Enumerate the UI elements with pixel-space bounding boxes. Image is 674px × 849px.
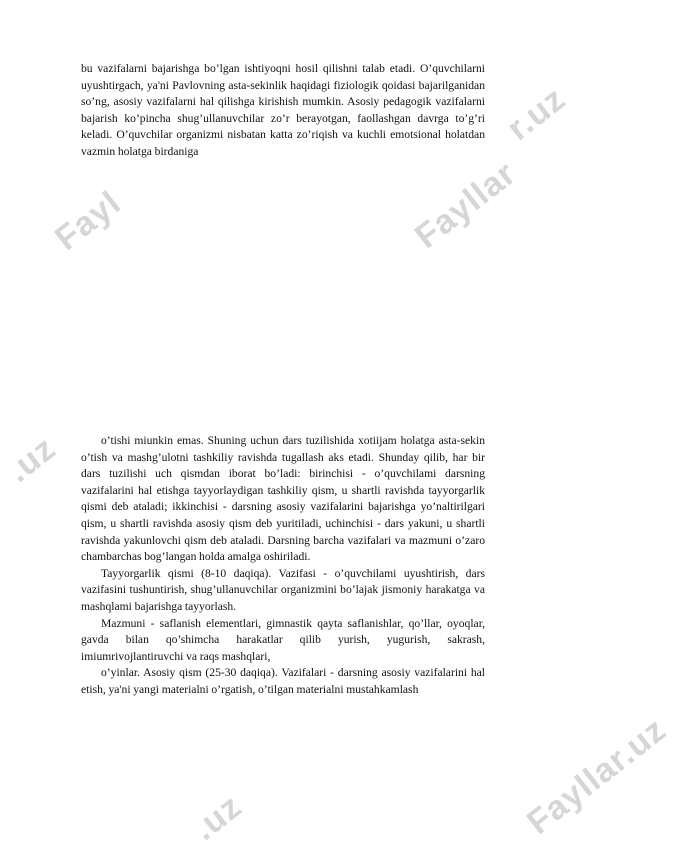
watermark-text: Fayllar bbox=[408, 154, 524, 256]
watermark-text: Fayl bbox=[48, 183, 129, 258]
watermark-text: .uz bbox=[186, 787, 249, 848]
paragraph: Mazmuni - saflanish elementlari, gimnastik qayta saflanishlar, qo’llar, oyoqlar, gavda bilan qo’shimcha harakatlar qilib yurish, yugurish, sakrash, imiumrivojlantiruvchi va raqs mashqlari, bbox=[81, 616, 485, 663]
watermark-text: r.uz bbox=[500, 79, 573, 148]
paragraph: o’tishi miunkin emas. Shuning uchun dars tuzilishida xotiijam holatga asta-sekin o’tish va mashg’ulotni tashkiliy ravishda tugallash aks etadi. Shunday qilib, har bir dars tuzilishi uch qismdan iborat bo’ladi: birinchisi - o’quvchilami darsning vazifalarini hal etishga tayyorlaydigan tashkiliy qism, u shartli ravishda tayyorgarlik qismi deb ataladi; ikkinchisi - darsning asosiy vazifalarini bajarishga yo’naltirilgari qism, u shartli ravishda asosiy qism deb yuritiladi, uchinchisi - dars yakuni, u shartli ravishda yakunlovchi qism deb ataladi. Darsning barcha vazifalari va mazmuni o’zaro chambarchas bog’langan holda amalga oshiriladi. bbox=[81, 434, 485, 564]
paragraph: o’yinlar. Asosiy qism (25-30 daqiqa). Vazifalari - darsning asosiy vazifalarini hal etish, ya'ni yangi materialni o’rgatish, o’tilgan materialni mustahkamlash bbox=[81, 666, 485, 696]
paragraph: bu vazifalarni bajarishga bo’lgan ishtiyoqni hosil qilishni talab etadi. O’quvchilarni uyushtirgach, ya'ni Pavlovning asta-sekinlik haqidagi fiziologik qoidasi bajarilganidan so’ng, asosiy vazifalarni hal qilishga kirishish mumkin. Asosiy pedagogik vazifalarni bajarish ko’pincha shug’ullanuvchilar zo’r berayotgan, faollashgan davrga to’g’ri keladi. O’quvchilar organizmi nisbatan katta zo’riqish va kuchli emotsional holatdan vazmin holatga birdaniga bbox=[81, 62, 485, 158]
top-text-block bbox=[81, 61, 485, 161]
watermark-text: .uz bbox=[0, 429, 63, 490]
bottom-text-block bbox=[81, 433, 485, 699]
paragraph: Tayyorgarlik qismi (8-10 daqiqa). Vazifasi - o’quvchilami uyushtirish, dars vazifasini tushuntirish, shug’ullanuvchilar organizmini bo’lajak jismoniy harakatga va mashqlami bajarishga tayyorlash. bbox=[81, 566, 485, 613]
watermark-text: Fayllar.uz bbox=[520, 710, 674, 842]
